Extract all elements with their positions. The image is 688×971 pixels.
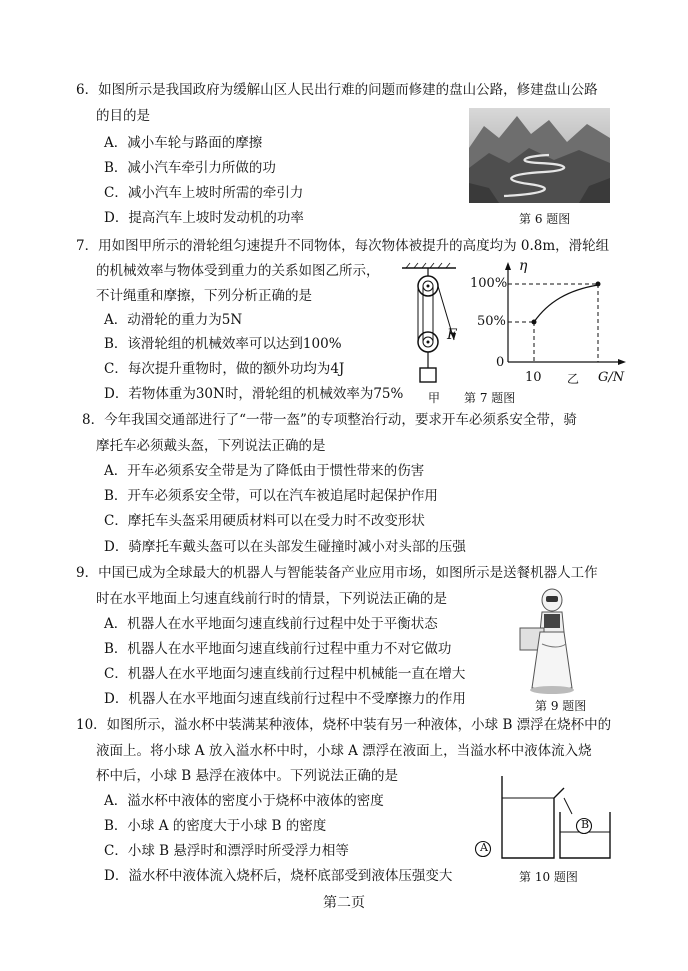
q6-stem-line1: 6．如图所示是我国政府为缓解山区人民出行难的问题而修建的盘山公路，修建盘山公路 — [76, 82, 598, 98]
q8-stem-line2: 摩托车必须戴头盔，下列说法正确的是 — [96, 438, 326, 454]
q8-stem-line1: 8．今年我国交通部进行了“一带一盔”的专项整治行动，要求开车必须系安全带，骑 — [82, 412, 577, 428]
q10-figure-caption: 第 10 题图 — [519, 870, 578, 884]
q10-stem-line3: 杯中后，小球 B 悬浮在液体中。下列说法正确的是 — [96, 768, 399, 784]
q6-stem-line2: 的目的是 — [96, 108, 150, 124]
force-label-f: F — [447, 327, 457, 343]
q8-option-d: D．骑摩托车戴头盔可以在头部发生碰撞时减小对头部的压强 — [104, 539, 466, 555]
q8-option-b: B．开车必须系安全带，可以在汽车被追尾时起保护作用 — [104, 488, 438, 504]
graph-origin-label: 0 — [496, 355, 505, 370]
q10-stem-line1: 10．如图所示，溢水杯中装满某种液体，烧杯中装有另一种液体，小球 B 漂浮在烧杯中的 — [76, 717, 612, 733]
q10-option-a: A．溢水杯中液体的密度小于烧杯中液体的密度 — [104, 793, 384, 809]
label-yi: 乙 — [567, 372, 580, 386]
q10-stem-line2: 液面上。将小球 A 放入溢水杯中时，小球 A 漂浮在液面上，当溢水杯中液体流入烧 — [96, 743, 592, 759]
q9-figure-caption: 第 9 题图 — [535, 699, 587, 713]
q7-option-c: C．每次提升重物时，做的额外功均为4J — [104, 361, 345, 377]
ball-b-label: B — [580, 818, 590, 831]
q7-option-b: B．该滑轮组的机械效率可以达到100% — [104, 336, 342, 352]
q8-option-c: C．摩托车头盔采用硬质材料可以在受力时不改变形状 — [104, 513, 425, 529]
overflow-cup-diagram — [468, 772, 616, 864]
q6-option-a: A．减小车轮与路面的摩擦 — [104, 135, 263, 151]
q10-option-c: C．小球 B 悬浮时和漂浮时所受浮力相等 — [104, 843, 349, 859]
graph-x-axis-label: G/N — [598, 370, 625, 385]
graph-y-tick-50: 50% — [477, 314, 506, 329]
q10-option-b: B．小球 A 的密度大于小球 B 的密度 — [104, 818, 327, 834]
graph-eta-symbol: η — [519, 258, 528, 274]
q9-option-d: D．机器人在水平地面匀速直线前行过程中不受摩擦力的作用 — [104, 691, 466, 707]
q6-figure-caption: 第 6 题图 — [519, 212, 571, 226]
mountain-road-photo — [469, 108, 610, 203]
page-footer: 第二页 — [323, 895, 365, 911]
q9-option-c: C．机器人在水平地面匀速直线前行过程中机械能一直在增大 — [104, 666, 466, 682]
graph-y-tick-100: 100% — [470, 276, 508, 291]
q8-option-a: A．开车必须系安全带是为了降低由于惯性带来的伤害 — [104, 463, 425, 479]
q6-option-d: D．提高汽车上坡时发动机的功率 — [104, 210, 304, 226]
q9-option-b: B．机器人在水平地面匀速直线前行过程中重力不对它做功 — [104, 641, 452, 657]
q10-option-d: D．溢水杯中液体流入烧杯后，烧杯底部受到液体压强变大 — [104, 868, 453, 884]
delivery-robot-picture — [516, 588, 588, 696]
q7-figure-caption: 第 7 题图 — [464, 391, 516, 405]
ball-a-label: A — [480, 841, 488, 854]
q6-option-b: B．减小汽车牵引力所做的功 — [104, 160, 276, 176]
q9-stem-line2: 时在水平地面上匀速直线前行时的情景，下列说法正确的是 — [96, 591, 447, 607]
q9-stem-line1: 9．中国已成为全球最大的机器人与智能装备产业应用市场，如图所示是送餐机器人工作 — [76, 565, 598, 581]
graph-x-tick-10: 10 — [525, 370, 542, 385]
q7-stem-line2: 的机械效率与物体受到重力的关系如图乙所示， — [96, 263, 380, 279]
q9-option-a: A．机器人在水平地面匀速直线前行过程中处于平衡状态 — [104, 616, 438, 632]
q6-option-c: C．减小汽车上坡时所需的牵引力 — [104, 185, 304, 201]
label-jia: 甲 — [428, 391, 441, 405]
q7-stem-line1: 7．用如图甲所示的滑轮组匀速提升不同物体，每次物体被提升的高度均为 0.8m，滑轮组 — [76, 238, 610, 254]
q7-option-a: A．动滑轮的重力为5N — [104, 312, 243, 328]
q7-stem-line3: 不计绳重和摩擦，下列分析正确的是 — [96, 288, 312, 304]
q7-option-d: D．若物体重为30N时，滑轮组的机械效率为75% — [104, 386, 404, 402]
